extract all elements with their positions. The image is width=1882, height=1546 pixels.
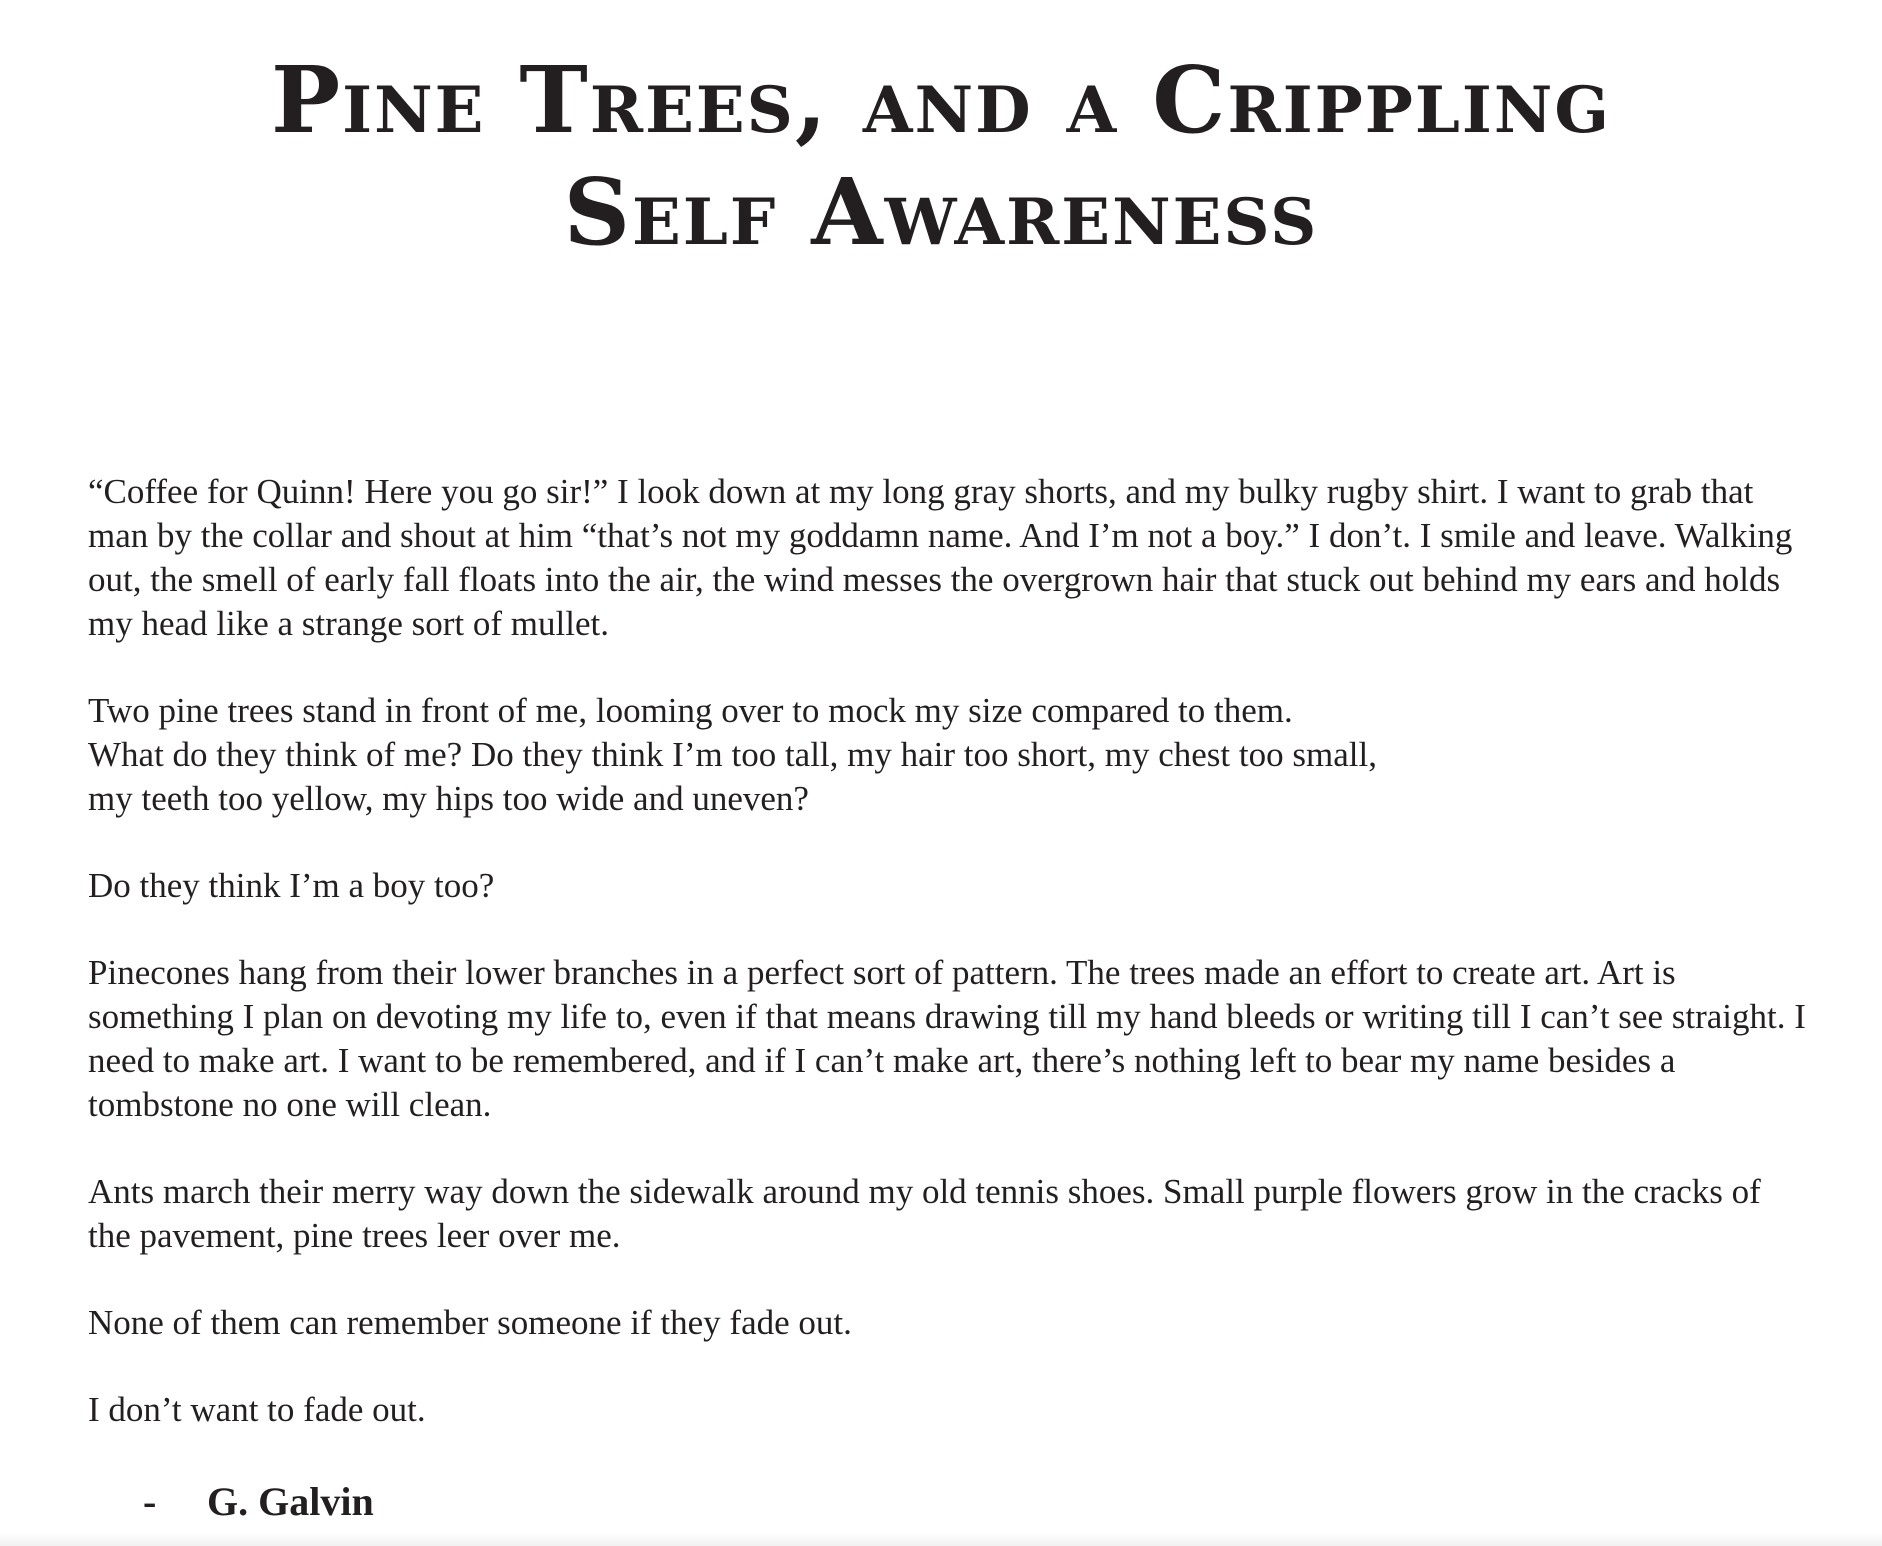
- page-title: [0, 44, 1882, 268]
- paragraph-2-line-3: my teeth too yellow, my hips too wide and uneven?: [88, 779, 809, 818]
- paragraph-5: Ants march their merry way down the sidewalk around my old tennis shoes. Small purple flowers grow in the cracks of the pavement, pine trees leer over me.: [88, 1172, 1761, 1255]
- paragraph-3: Do they think I’m a boy too?: [88, 866, 495, 905]
- paragraph-6: None of them can remember someone if they fade out.: [88, 1303, 852, 1342]
- author-name: G. Galvin: [207, 1479, 374, 1524]
- author-signature: [143, 1478, 374, 1526]
- paragraph-2-line-2: What do they think of me? Do they think I’m too tall, my hair too short, my chest too small,: [88, 735, 1377, 774]
- signature-dash: -: [143, 1479, 157, 1524]
- title-line-2: Self Awareness: [563, 158, 1319, 266]
- paragraph-2: [88, 689, 1808, 821]
- paragraph-2-line-1: Two pine trees stand in front of me, looming over to mock my size compared to them.: [88, 691, 1293, 730]
- paragraph-7: I don’t want to fade out.: [88, 1390, 426, 1429]
- story-body: [88, 470, 1808, 1475]
- paragraph-1: “Coffee for Quinn! Here you go sir!” I look down at my long gray shorts, and my bulky rugby shirt. I want to grab that man by the collar and shout at him “that’s not my goddamn name. And I’m not a boy.” I don’t. I smile and leave. Walking out, the smell of early fall floats into the air, the wind messes the overgrown hair that stuck out behind my ears and holds my head like a strange sort of mullet.: [88, 472, 1793, 643]
- page-bottom-edge: [0, 1532, 1882, 1546]
- paragraph-4: Pinecones hang from their lower branches in a perfect sort of pattern. The trees made an effort to create art. Art is something I plan on devoting my life to, even if that means drawing till my hand bleeds or writing till I can’t see straight. I need to make art. I want to be remembered, and if I can’t make art, there’s nothing left to bear my name besides a tombstone no one will clean.: [88, 953, 1806, 1124]
- title-line-1: Pine Trees, and a Crippling: [271, 46, 1611, 154]
